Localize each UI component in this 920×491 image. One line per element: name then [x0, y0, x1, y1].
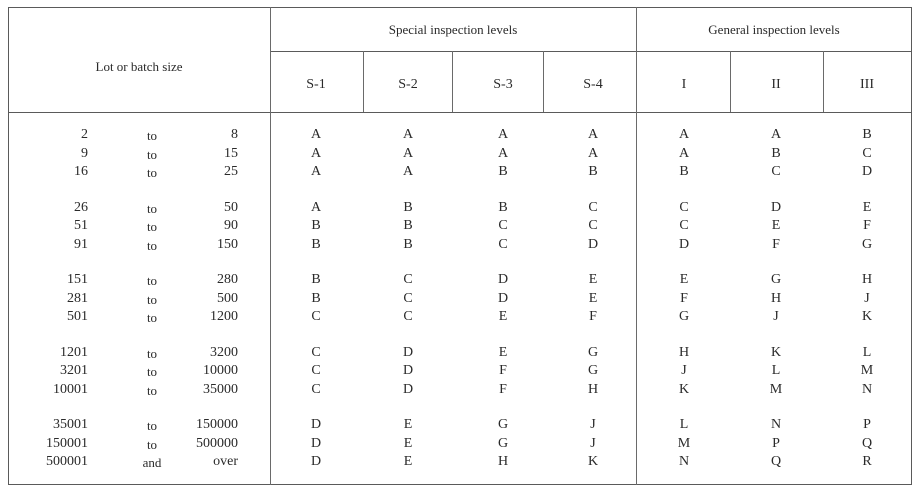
code-letter: B — [311, 236, 321, 252]
code-letter: B — [771, 145, 781, 161]
lot-size-separator: to — [146, 219, 158, 234]
lot-size-separator: to — [146, 165, 158, 180]
lot-size-from: 150001 — [46, 435, 88, 451]
code-letter: P — [772, 435, 780, 451]
code-letter: D — [497, 272, 509, 287]
lot-size-from: 501 — [67, 309, 88, 324]
code-letter: A — [310, 164, 322, 179]
code-letter: K — [587, 454, 599, 469]
column-header: I — [681, 77, 687, 92]
code-letter: H — [587, 381, 599, 397]
code-letter: D — [310, 435, 322, 451]
code-letter: M — [860, 363, 874, 378]
lot-size-to: 10000 — [203, 363, 238, 378]
lot-size-from: 151 — [67, 272, 88, 287]
code-letter: E — [403, 417, 413, 432]
lot-size-to: 500 — [217, 290, 238, 306]
code-letter: B — [498, 164, 508, 179]
code-letter: F — [499, 363, 507, 378]
lot-size-separator: to — [146, 345, 158, 361]
code-letter: A — [678, 127, 690, 142]
column-header: S-2 — [398, 77, 418, 92]
lot-size-from: 51 — [74, 218, 88, 233]
lot-size-separator: to — [146, 436, 158, 452]
code-letter: B — [862, 127, 872, 142]
lot-size-to: 500000 — [196, 435, 238, 451]
lot-size-to: 150000 — [196, 417, 238, 432]
code-letter: F — [863, 218, 871, 233]
code-letter: C — [588, 199, 598, 215]
code-letter: C — [403, 290, 413, 306]
lot-size-to: 1200 — [210, 309, 238, 324]
code-letter: C — [862, 145, 872, 161]
code-letter: C — [498, 236, 508, 252]
lot-size-to: over — [213, 454, 238, 469]
lot-size-from: 3201 — [60, 363, 88, 378]
code-letter: A — [310, 127, 322, 142]
group-header-divider — [270, 51, 912, 52]
column-header: S-3 — [493, 77, 513, 92]
code-letter: K — [770, 344, 782, 360]
lot-size-separator: to — [146, 310, 158, 325]
lot-size-separator: to — [146, 200, 158, 216]
code-letter: F — [589, 309, 597, 324]
column-header: II — [771, 77, 781, 92]
code-letter: B — [311, 290, 321, 306]
code-letter: A — [497, 145, 509, 161]
lot-size-separator: to — [146, 128, 158, 143]
code-letter: Q — [770, 454, 782, 469]
code-letter: D — [402, 381, 414, 397]
code-letter: B — [403, 236, 413, 252]
lot-size-from: 2 — [81, 127, 88, 142]
code-letter: E — [588, 272, 598, 287]
code-letter: M — [677, 435, 691, 451]
lot-size-to: 35000 — [203, 381, 238, 397]
code-letter: C — [588, 218, 598, 233]
special-levels-header: Special inspection levels — [388, 22, 518, 37]
lot-size-separator: to — [146, 364, 158, 379]
code-letter: L — [679, 417, 689, 432]
code-letter: E — [862, 199, 872, 215]
code-letter: E — [403, 435, 413, 451]
code-letter: A — [310, 145, 322, 161]
code-letter: C — [679, 218, 689, 233]
code-letter: N — [861, 381, 873, 397]
code-letter: A — [770, 127, 782, 142]
code-letter: J — [590, 435, 596, 451]
code-letter: K — [678, 381, 690, 397]
code-letter: P — [863, 417, 871, 432]
lot-column-divider — [270, 7, 271, 485]
code-letter: J — [864, 290, 870, 306]
lot-size-separator: and — [142, 455, 162, 470]
lot-size-separator: to — [146, 418, 158, 433]
code-letter: E — [498, 309, 508, 324]
code-letter: E — [588, 290, 598, 306]
lot-size-to: 90 — [224, 218, 238, 233]
code-letter: A — [310, 199, 322, 215]
column-divider — [823, 51, 824, 112]
lot-size-from: 1201 — [60, 344, 88, 360]
code-letter: G — [497, 417, 509, 432]
lot-size-separator: to — [146, 291, 158, 307]
column-divider — [363, 51, 364, 112]
code-letter: L — [862, 344, 872, 360]
code-letter: B — [498, 199, 508, 215]
code-letter: D — [678, 236, 690, 252]
code-letter: E — [679, 272, 689, 287]
code-letter: F — [772, 236, 780, 252]
lot-size-separator: to — [146, 237, 158, 253]
lot-size-from: 9 — [81, 145, 88, 161]
column-header: S-4 — [583, 77, 603, 92]
code-letter: B — [311, 218, 321, 233]
code-letter: G — [497, 435, 509, 451]
code-letter: B — [588, 164, 598, 179]
code-letter: G — [587, 344, 599, 360]
lot-size-to: 8 — [231, 127, 238, 142]
lot-size-separator: to — [146, 382, 158, 398]
lot-size-from: 10001 — [53, 381, 88, 397]
code-letter: D — [770, 199, 782, 215]
code-letter: C — [311, 381, 321, 397]
lot-size-to: 150 — [217, 236, 238, 252]
code-letter: A — [402, 145, 414, 161]
code-letter: D — [497, 290, 509, 306]
code-letter: A — [587, 127, 599, 142]
column-header: III — [860, 77, 874, 92]
code-letter: B — [403, 199, 413, 215]
code-letter: G — [587, 363, 599, 378]
lot-size-to: 15 — [224, 145, 238, 161]
header-bottom-rule — [8, 112, 912, 113]
code-letter: L — [771, 363, 781, 378]
code-letter: B — [311, 272, 321, 287]
column-divider — [543, 51, 544, 112]
code-letter: C — [311, 363, 321, 378]
lot-size-to: 25 — [224, 164, 238, 179]
code-letter: C — [771, 164, 781, 179]
code-letter: E — [403, 454, 413, 469]
general-levels-header: General inspection levels — [708, 22, 840, 37]
code-letter: C — [498, 218, 508, 233]
code-letter: D — [310, 417, 322, 432]
code-letter: D — [402, 344, 414, 360]
code-letter: K — [861, 309, 873, 324]
code-letter: H — [497, 454, 509, 469]
code-letter: J — [590, 417, 596, 432]
code-letter: B — [679, 164, 689, 179]
code-letter: G — [861, 236, 873, 252]
lot-size-to: 3200 — [210, 344, 238, 360]
code-letter: D — [861, 164, 873, 179]
column-header: S-1 — [306, 77, 326, 92]
lot-size-from: 26 — [74, 199, 88, 215]
code-letter: J — [681, 363, 687, 378]
lot-size-separator: to — [146, 146, 158, 162]
lot-size-from: 500001 — [46, 454, 88, 469]
code-letter: A — [402, 164, 414, 179]
code-letter: B — [403, 218, 413, 233]
lot-size-to: 280 — [217, 272, 238, 287]
code-letter: R — [862, 454, 872, 469]
lot-size-header: Lot or batch size — [95, 59, 183, 74]
code-letter: F — [680, 290, 688, 306]
code-letter: J — [773, 309, 779, 324]
code-letter: A — [587, 145, 599, 161]
lot-size-to: 50 — [224, 199, 238, 215]
code-letter: M — [769, 381, 783, 397]
column-divider — [730, 51, 731, 112]
code-letter: H — [678, 344, 690, 360]
lot-size-from: 16 — [74, 164, 88, 179]
code-letter: G — [770, 272, 782, 287]
code-letter: C — [403, 272, 413, 287]
code-letter: A — [497, 127, 509, 142]
code-letter: C — [311, 309, 321, 324]
code-letter: D — [587, 236, 599, 252]
code-letter: F — [499, 381, 507, 397]
code-letter: C — [311, 344, 321, 360]
code-letter: C — [403, 309, 413, 324]
code-letter: Q — [861, 435, 873, 451]
code-letter: D — [402, 363, 414, 378]
code-letter: A — [678, 145, 690, 161]
code-letter: E — [498, 344, 508, 360]
code-letter: N — [678, 454, 690, 469]
lot-size-from: 91 — [74, 236, 88, 252]
code-letter: C — [679, 199, 689, 215]
code-letter: E — [771, 218, 781, 233]
lot-size-from: 281 — [67, 290, 88, 306]
lot-size-from: 35001 — [53, 417, 88, 432]
column-divider — [452, 51, 453, 112]
special-general-divider — [636, 7, 637, 485]
code-letter: A — [402, 127, 414, 142]
lot-size-separator: to — [146, 273, 158, 288]
code-letter: D — [310, 454, 322, 469]
code-letter: N — [770, 417, 782, 432]
code-letter: H — [770, 290, 782, 306]
code-letter: H — [861, 272, 873, 287]
code-letter: G — [678, 309, 690, 324]
